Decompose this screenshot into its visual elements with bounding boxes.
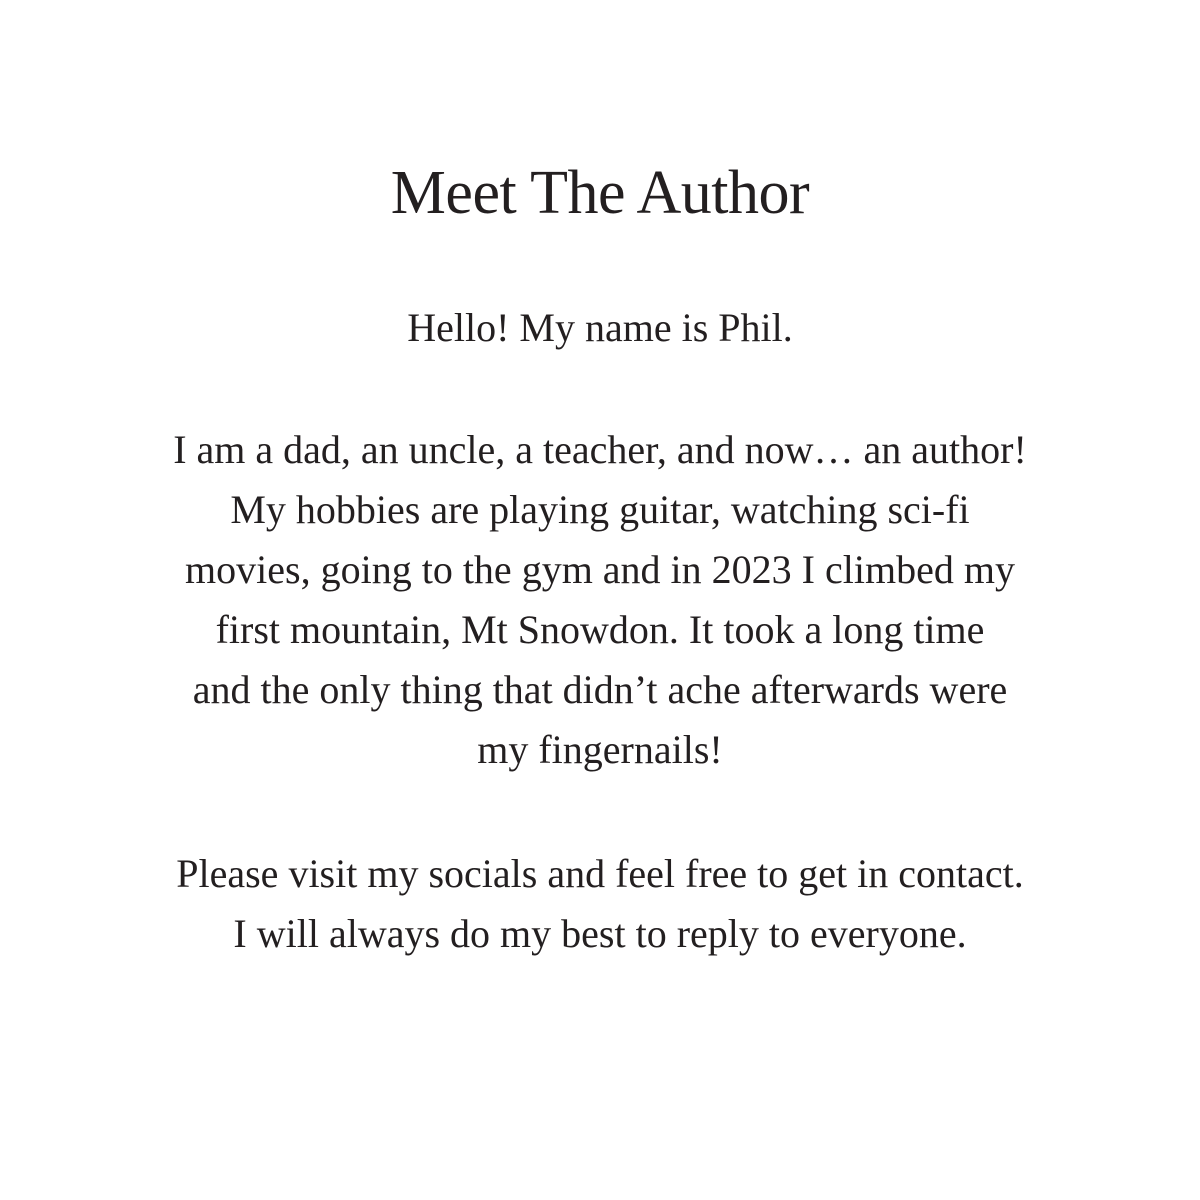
- greeting-text: Hello! My name is Phil.: [407, 305, 793, 350]
- bio-line: first mountain, Mt Snowdon. It took a long time: [215, 607, 985, 652]
- closing-line: I will always do my best to reply to everyone.: [233, 911, 967, 956]
- page-title: Meet The Author: [390, 159, 810, 227]
- bio-line: and the only thing that didn’t ache afterwards were: [192, 667, 1008, 712]
- closing-line: Please visit my socials and feel free to get in contact.: [176, 851, 1024, 896]
- bio-line: movies, going to the gym and in 2023 I climbed my: [185, 547, 1015, 592]
- bio-line: I am a dad, an uncle, a teacher, and now… an author!: [173, 427, 1027, 472]
- bio-line: my fingernails!: [477, 727, 723, 772]
- bio-line: My hobbies are playing guitar, watching sci-fi: [230, 487, 970, 532]
